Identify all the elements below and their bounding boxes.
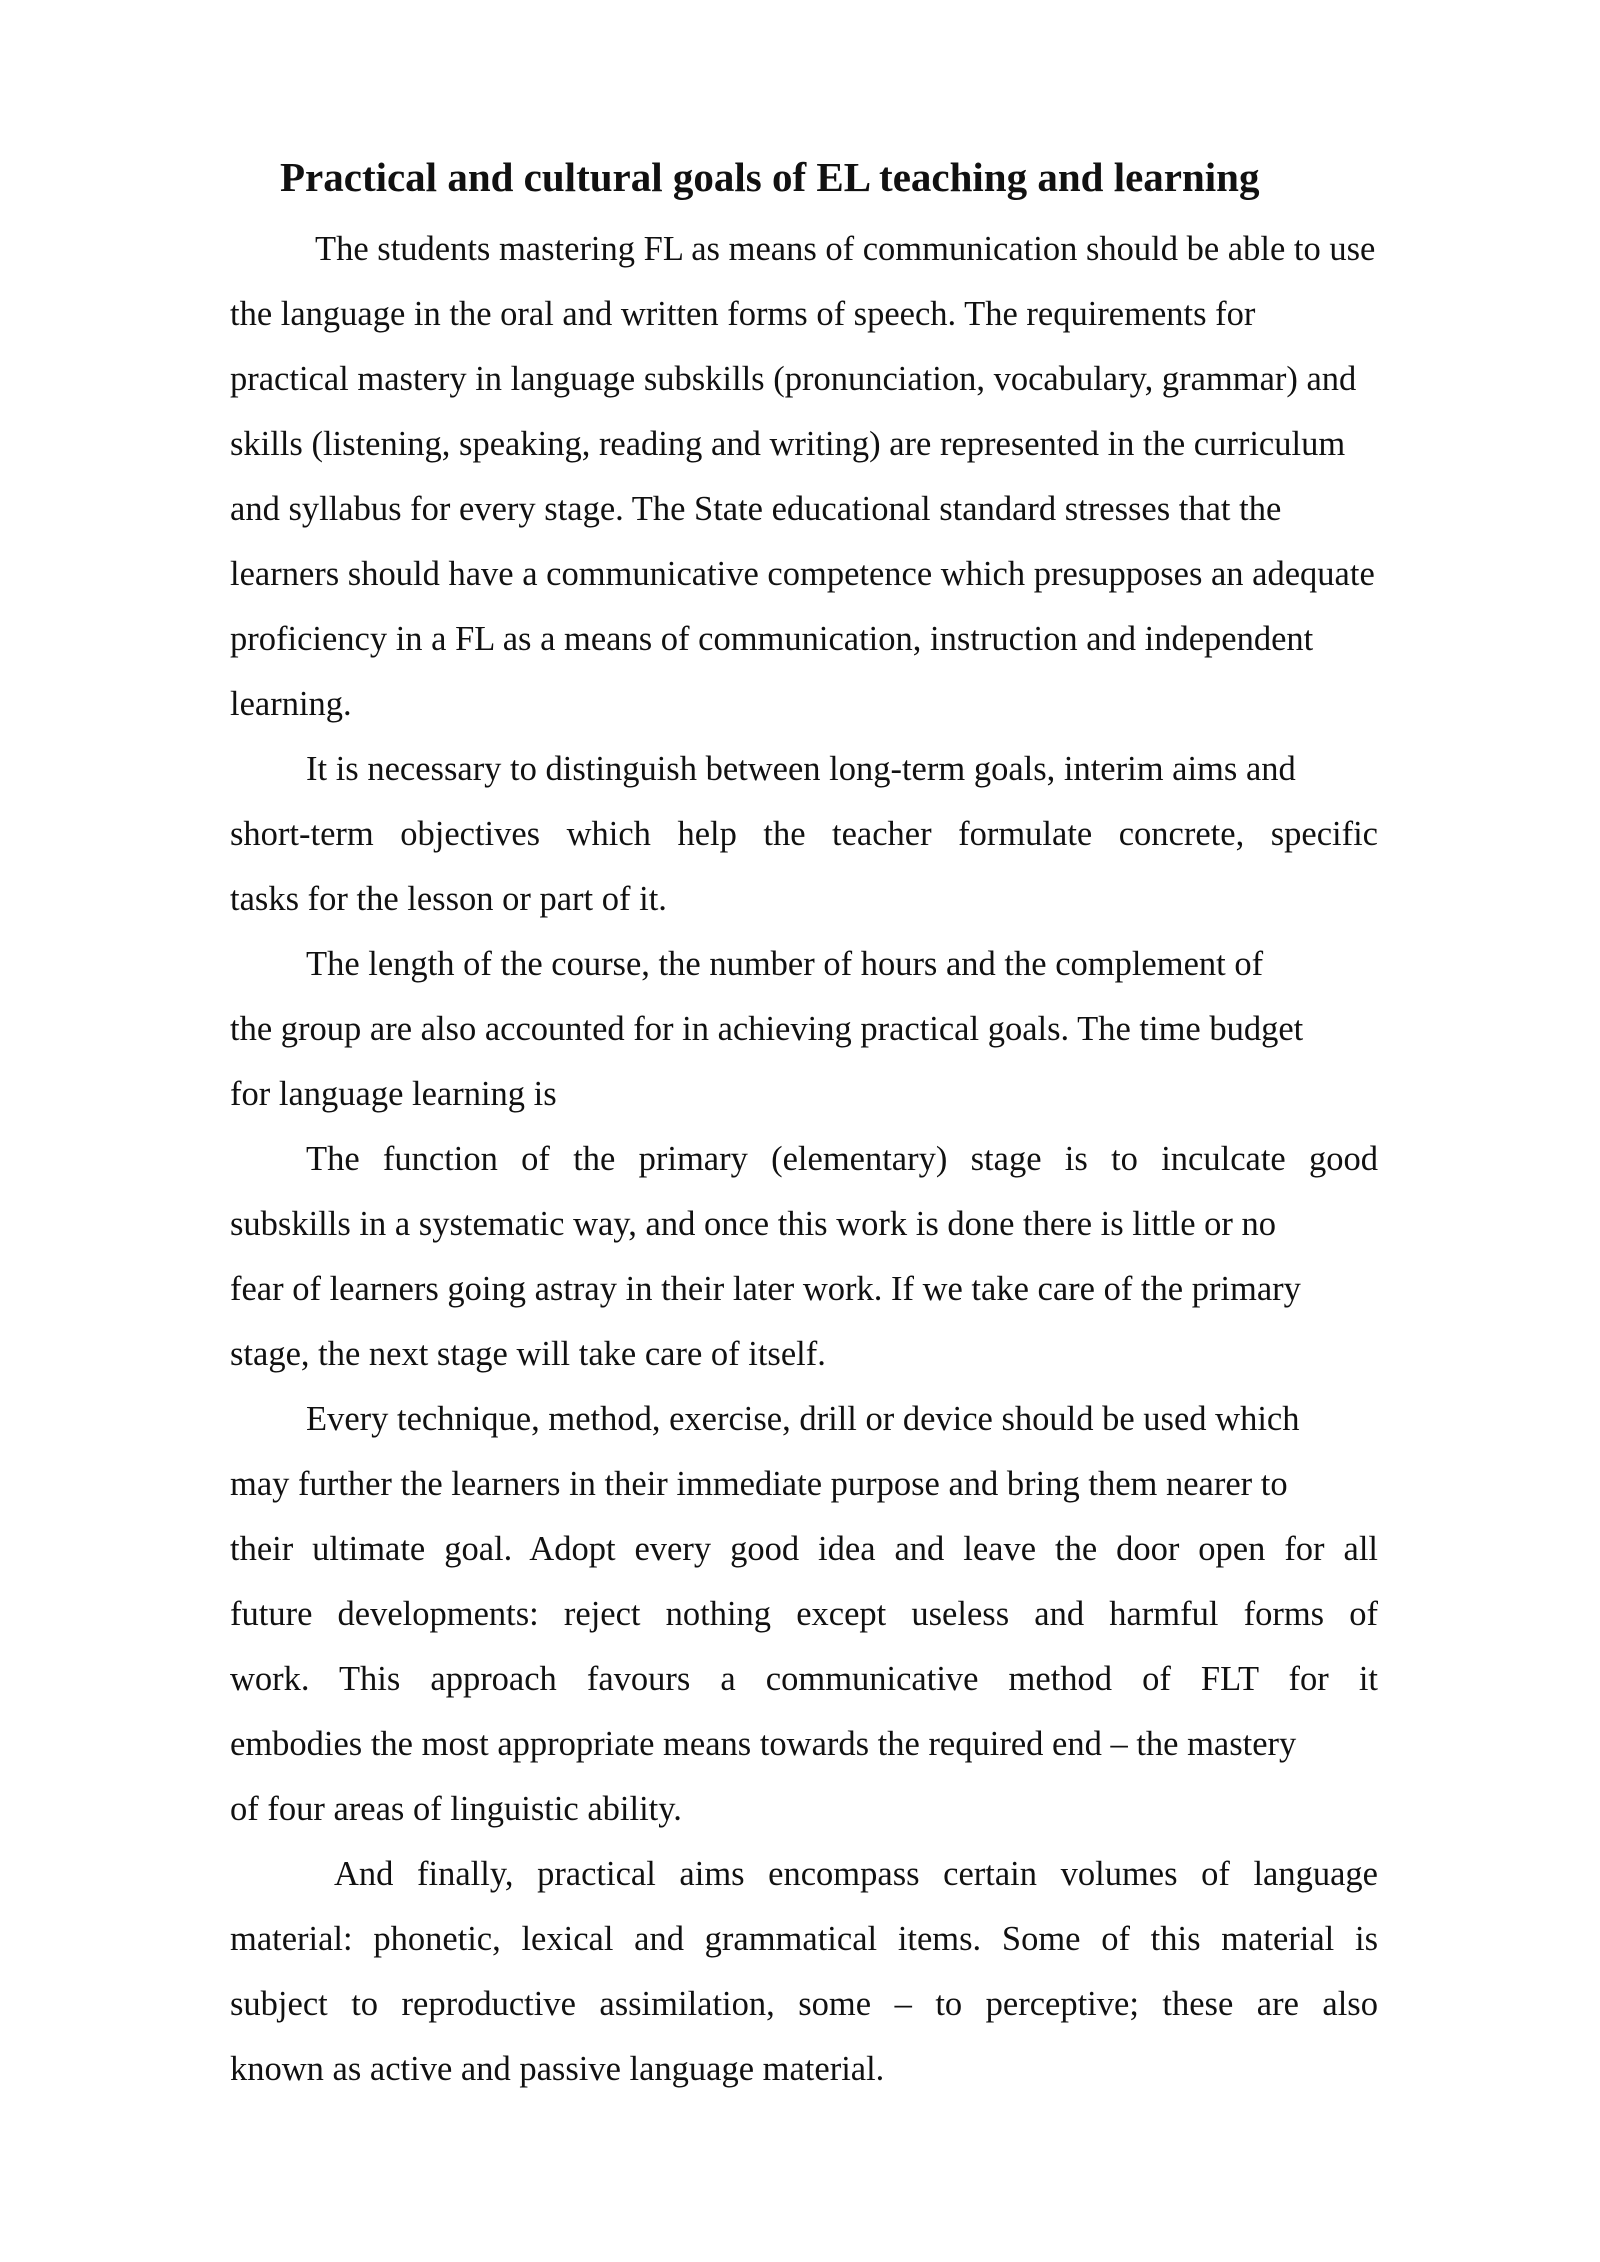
- text-line: future developments: reject nothing except useless and harmful forms of: [230, 1595, 1378, 1633]
- text-line: Every technique, method, exercise, drill or device should be used which: [306, 1400, 1300, 1438]
- text-line: skills (listening, speaking, reading and writing) are represented in the curriculum: [230, 425, 1346, 463]
- text-line: fear of learners going astray in their later work. If we take care of the primary: [230, 1270, 1301, 1308]
- text-line: their ultimate goal. Adopt every good idea and leave the door open for all: [230, 1530, 1378, 1568]
- text-line: material: phonetic, lexical and grammatical items. Some of this material is: [230, 1920, 1378, 1958]
- text-line: subskills in a systematic way, and once this work is done there is little or no: [230, 1205, 1277, 1243]
- text-line: The function of the primary (elementary) stage is to inculcate good: [306, 1140, 1378, 1178]
- text-line: stage, the next stage will take care of itself.: [230, 1335, 826, 1373]
- text-line: and syllabus for every stage. The State educational standard stresses that the: [230, 490, 1282, 528]
- text-line: the language in the oral and written forms of speech. The requirements for: [230, 295, 1256, 333]
- text-line: short-term objectives which help the teacher formulate concrete, specific: [230, 815, 1378, 853]
- text-line: The students mastering FL as means of communication should be able to use: [315, 230, 1376, 268]
- document-title: Practical and cultural goals of EL teaching and learning: [280, 154, 1260, 200]
- text-line: And finally, practical aims encompass certain volumes of language: [334, 1855, 1378, 1893]
- text-line: for language learning is: [230, 1075, 557, 1113]
- text-line: work. This approach favours a communicative method of FLT for it: [230, 1660, 1378, 1698]
- text-line: the group are also accounted for in achieving practical goals. The time budget: [230, 1010, 1304, 1048]
- text-line: may further the learners in their immediate purpose and bring them nearer to: [230, 1465, 1288, 1503]
- text-line: of four areas of linguistic ability.: [230, 1790, 682, 1828]
- text-line: practical mastery in language subskills (pronunciation, vocabulary, grammar) and: [230, 360, 1357, 398]
- text-line: known as active and passive language material.: [230, 2050, 885, 2088]
- text-line: subject to reproductive assimilation, some – to perceptive; these are also: [230, 1985, 1378, 2023]
- text-line: tasks for the lesson or part of it.: [230, 880, 667, 918]
- text-line: embodies the most appropriate means towards the required end – the mastery: [230, 1725, 1297, 1763]
- text-line: The length of the course, the number of hours and the complement of: [306, 945, 1264, 983]
- text-line: learners should have a communicative competence which presupposes an adequate: [230, 555, 1375, 593]
- text-line: proficiency in a FL as a means of communication, instruction and independent: [230, 620, 1314, 658]
- text-line: learning.: [230, 685, 352, 723]
- text-line: It is necessary to distinguish between long-term goals, interim aims and: [306, 750, 1296, 788]
